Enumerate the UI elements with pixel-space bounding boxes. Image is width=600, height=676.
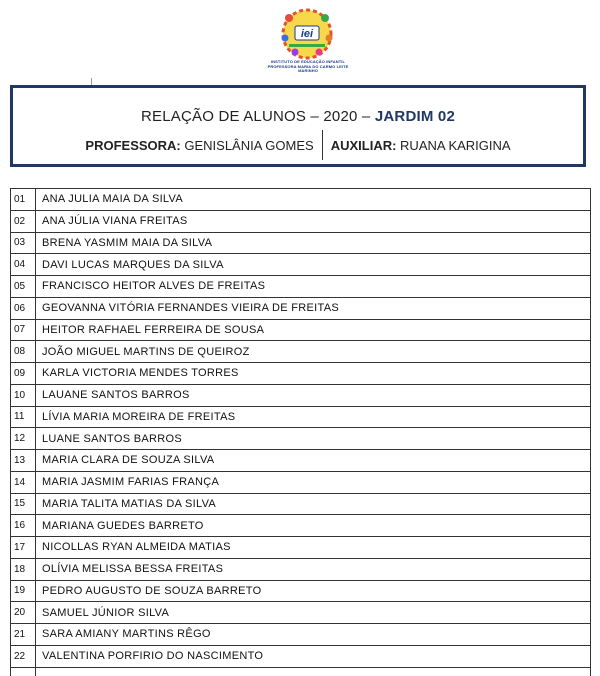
student-number: 21 (11, 624, 36, 646)
table-row (11, 558, 591, 580)
table-row (11, 515, 591, 537)
svg-text:iei: iei (300, 28, 314, 40)
table-row (11, 450, 591, 472)
student-name: ANA JULIA MAIA DA SILVA (36, 189, 591, 211)
student-number: 16 (11, 515, 36, 537)
table-row (11, 232, 591, 254)
page-title (13, 108, 583, 125)
table-row (11, 645, 591, 667)
student-name: KARLA VICTORIA MENDES TORRES (36, 363, 591, 385)
student-number: 14 (11, 471, 36, 493)
student-name: LUANE SANTOS BARROS (36, 428, 591, 450)
student-number: 20 (11, 602, 36, 624)
student-number: 06 (11, 297, 36, 319)
staff-line (13, 134, 583, 156)
student-number: 05 (11, 276, 36, 298)
table-row (11, 276, 591, 298)
student-name: PEDRO AUGUSTO DE SOUZA BARRETO (36, 580, 591, 602)
table-row (11, 254, 591, 276)
student-number: 10 (11, 384, 36, 406)
table-row (11, 602, 591, 624)
student-number: 18 (11, 558, 36, 580)
student-number: 07 (11, 319, 36, 341)
table-row (11, 537, 591, 559)
student-name: MARIANA GUEDES BARRETO (36, 515, 591, 537)
student-number: 13 (11, 450, 36, 472)
table-row (11, 428, 591, 450)
student-name: GEOVANNA VITÓRIA FERNANDES VIEIRA DE FREITAS (36, 297, 591, 319)
student-number: 09 (11, 363, 36, 385)
student-number: 22 (11, 645, 36, 667)
staff-divider (322, 130, 323, 160)
table-row (11, 471, 591, 493)
table-row-partial (11, 667, 591, 676)
table-row (11, 189, 591, 211)
teacher-label: PROFESSORA: (85, 137, 181, 153)
student-number: 19 (11, 580, 36, 602)
table-row (11, 297, 591, 319)
student-number: 04 (11, 254, 36, 276)
table-row (11, 493, 591, 515)
student-name: LAUANE SANTOS BARROS (36, 384, 591, 406)
student-name: NICOLLAS RYAN ALMEIDA MATIAS (36, 537, 591, 559)
student-number: 02 (11, 210, 36, 232)
table-row (11, 341, 591, 363)
table-row (11, 580, 591, 602)
student-name: MARIA CLARA DE SOUZA SILVA (36, 450, 591, 472)
teacher-name: GENISLÂNIA GOMES (184, 137, 314, 153)
student-number: 17 (11, 537, 36, 559)
student-name: SARA AMIANY MARTINS RÊGO (36, 624, 591, 646)
student-number: 11 (11, 406, 36, 428)
student-number (11, 667, 36, 676)
student-number: 12 (11, 428, 36, 450)
student-name: SAMUEL JÚNIOR SILVA (36, 602, 591, 624)
table-row (11, 384, 591, 406)
table-row (11, 319, 591, 341)
header-box (10, 85, 586, 167)
student-name: HEITOR RAFHAEL FERREIRA DE SOUSA (36, 319, 591, 341)
logo-caption: INSTITUTO DE EDUCAÇÃO INFANTIL PROFESSORA MARIA DO CARMO LEITE MARINHO (267, 59, 349, 74)
student-name: MARIA JASMIM FARIAS FRANÇA (36, 471, 591, 493)
student-name: OLÍVIA MELISSA BESSA FREITAS (36, 558, 591, 580)
student-name: MARIA TALITA MATIAS DA SILVA (36, 493, 591, 515)
table-row (11, 624, 591, 646)
student-name (36, 667, 591, 676)
student-name: LÍVIA MARIA MOREIRA DE FREITAS (36, 406, 591, 428)
assistant-label: AUXILIAR: (330, 137, 397, 153)
table-row (11, 406, 591, 428)
student-name: DAVI LUCAS MARQUES DA SILVA (36, 254, 591, 276)
student-number: 08 (11, 341, 36, 363)
assistant-name: RUANA KARIGINA (400, 137, 511, 153)
student-name: VALENTINA PORFIRIO DO NASCIMENTO (36, 645, 591, 667)
title-prefix: RELAÇÃO DE ALUNOS – 2020 – (140, 108, 371, 125)
class-name: JARDIM 02 (374, 108, 455, 125)
table-row (11, 210, 591, 232)
student-table (10, 188, 591, 676)
student-name: FRANCISCO HEITOR ALVES DE FREITAS (36, 276, 591, 298)
student-number: 03 (11, 232, 36, 254)
student-name: JOÃO MIGUEL MARTINS DE QUEIROZ (36, 341, 591, 363)
student-number: 15 (11, 493, 36, 515)
student-name: BRENA YASMIM MAIA DA SILVA (36, 232, 591, 254)
student-number: 01 (11, 189, 36, 211)
student-name: ANA JÚLIA VIANA FREITAS (36, 210, 591, 232)
table-row (11, 363, 591, 385)
